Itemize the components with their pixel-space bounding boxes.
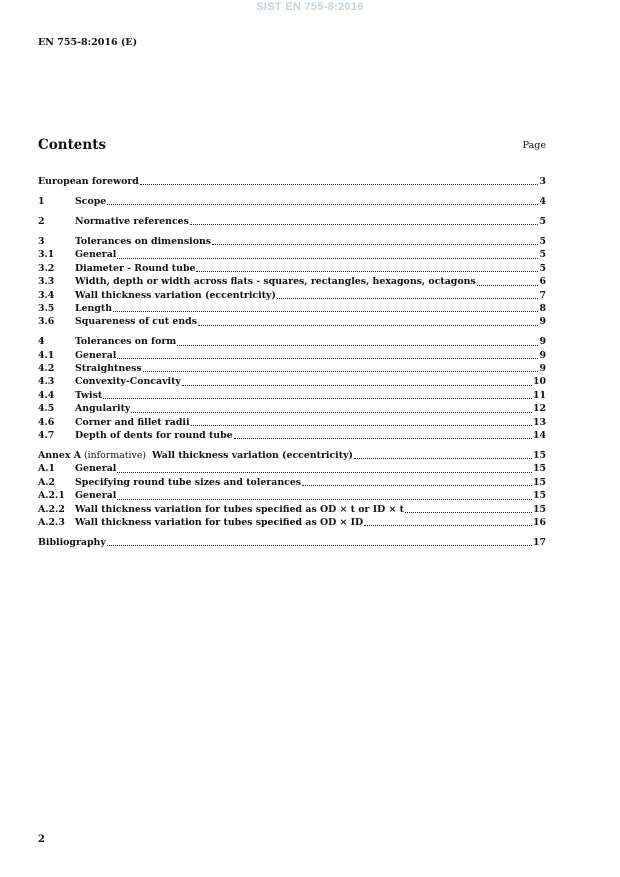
dot-leader bbox=[143, 371, 539, 372]
toc-entry-number: 3.5 bbox=[38, 302, 55, 314]
annex-title: Wall thickness variation (eccentricity) bbox=[152, 450, 353, 461]
toc-entry-page: 5 bbox=[539, 249, 546, 261]
toc-entry-number: 4.4 bbox=[38, 389, 55, 401]
dot-leader bbox=[182, 385, 532, 386]
bibliography-title: Bibliography bbox=[38, 536, 106, 548]
toc-entry-page: 15 bbox=[532, 476, 546, 488]
toc-entry[interactable] bbox=[38, 462, 546, 475]
toc-entry-number: A.2 bbox=[38, 476, 56, 488]
toc-entry[interactable] bbox=[38, 349, 546, 362]
dot-leader bbox=[405, 512, 532, 513]
toc-entry-title: Wall thickness variation for tubes specified as OD × t or ID × t bbox=[75, 503, 404, 515]
toc-entry-page: 13 bbox=[532, 416, 546, 428]
toc-annex-entries bbox=[38, 462, 546, 529]
annex-heading bbox=[38, 449, 146, 462]
toc-entry-page: 3 bbox=[539, 176, 546, 187]
dot-leader bbox=[177, 345, 538, 346]
toc-entry-number: A.2.3 bbox=[38, 516, 65, 528]
dot-leader bbox=[117, 499, 532, 500]
dot-leader bbox=[140, 184, 539, 185]
document-id: EN 755-8:2016 (E) bbox=[38, 37, 138, 48]
toc-entry-page: 15 bbox=[532, 503, 546, 515]
table-of-contents bbox=[38, 175, 546, 549]
page-number: 2 bbox=[38, 834, 45, 845]
dot-leader bbox=[107, 204, 538, 205]
toc-entry[interactable] bbox=[38, 289, 546, 302]
toc-entry[interactable] bbox=[38, 476, 546, 489]
toc-entry-page: 9 bbox=[539, 316, 546, 328]
toc-entry-number: 3.1 bbox=[38, 249, 55, 261]
toc-entry-title: Depth of dents for round tube bbox=[75, 430, 233, 442]
toc-entry-number: 3.3 bbox=[38, 276, 55, 288]
toc-entry-title: Squareness of cut ends bbox=[75, 316, 198, 328]
toc-entry-title: Specifying round tube sizes and tolerances bbox=[75, 476, 302, 488]
toc-entry[interactable] bbox=[38, 429, 546, 442]
toc-entry-number: 1 bbox=[38, 195, 45, 207]
toc-entry-title: Normative references bbox=[75, 215, 189, 227]
toc-entry-number: 4.6 bbox=[38, 416, 55, 428]
dot-leader bbox=[107, 545, 532, 546]
toc-entry-page: 12 bbox=[532, 403, 546, 415]
toc-entry[interactable] bbox=[38, 402, 546, 415]
toc-entry[interactable] bbox=[38, 416, 546, 429]
toc-bibliography-entry[interactable] bbox=[38, 536, 546, 549]
toc-entry-page: 15 bbox=[532, 463, 546, 475]
toc-entry[interactable] bbox=[38, 195, 546, 208]
dot-leader bbox=[302, 485, 532, 486]
toc-entry[interactable] bbox=[38, 503, 546, 516]
toc-entry[interactable] bbox=[38, 516, 546, 529]
annex-page: 15 bbox=[532, 450, 546, 461]
dot-leader bbox=[364, 525, 532, 526]
toc-entry[interactable] bbox=[38, 315, 546, 328]
toc-entry-title: Tolerances on form bbox=[75, 336, 177, 348]
dot-leader bbox=[190, 224, 539, 225]
toc-entry-number: 4.1 bbox=[38, 349, 55, 361]
toc-entry[interactable] bbox=[38, 235, 546, 248]
toc-entry[interactable] bbox=[38, 248, 546, 261]
toc-entry[interactable] bbox=[38, 302, 546, 315]
toc-entry-title: Twist bbox=[75, 389, 103, 401]
toc-entry-page: 5 bbox=[539, 262, 546, 274]
toc-entry-number: 3 bbox=[38, 235, 45, 247]
toc-entry-title: Scope bbox=[75, 195, 107, 207]
toc-entry-title: Tolerances on dimensions bbox=[75, 235, 212, 247]
toc-entry-number: 4 bbox=[38, 336, 45, 348]
toc-entry-title: General bbox=[75, 490, 117, 502]
dot-leader bbox=[113, 311, 538, 312]
toc-entry-title: Wall thickness variation for tubes specified as OD × ID bbox=[75, 516, 364, 528]
toc-entry-page: 9 bbox=[539, 349, 546, 361]
toc-entry[interactable] bbox=[38, 275, 546, 288]
toc-entry-number: A.2.2 bbox=[38, 503, 65, 515]
toc-entry-number: A.2.1 bbox=[38, 490, 65, 502]
dot-leader bbox=[198, 325, 538, 326]
contents-title: Contents bbox=[38, 137, 107, 153]
toc-main-entries bbox=[38, 175, 546, 442]
toc-entry-title: Width, depth or width across flats - squares, rectangles, hexagons, octagons bbox=[75, 276, 476, 288]
toc-entry-number: 4.2 bbox=[38, 363, 55, 375]
toc-entry[interactable] bbox=[38, 389, 546, 402]
toc-entry-number: A.1 bbox=[38, 463, 56, 475]
toc-entry-number: 3.2 bbox=[38, 262, 55, 274]
toc-entry-number: 4.7 bbox=[38, 430, 55, 442]
dot-leader bbox=[234, 438, 532, 439]
toc-entry-title: European foreword bbox=[38, 176, 139, 187]
toc-entry-page: 8 bbox=[539, 302, 546, 314]
toc-entry[interactable] bbox=[38, 215, 546, 228]
toc-entry-number: 3.4 bbox=[38, 289, 55, 301]
toc-entry-number: 4.3 bbox=[38, 376, 55, 388]
toc-entry-page: 14 bbox=[532, 430, 546, 442]
toc-entry-page: 9 bbox=[539, 336, 546, 348]
toc-entry[interactable] bbox=[38, 375, 546, 388]
toc-entry-title: Corner and fillet radii bbox=[75, 416, 190, 428]
toc-entry-title: Angularity bbox=[75, 403, 131, 415]
toc-annex-entry[interactable] bbox=[38, 449, 546, 462]
toc-entry-page: 4 bbox=[539, 195, 546, 207]
toc-entry-title: Length bbox=[75, 302, 113, 314]
toc-entry-page: 7 bbox=[539, 289, 546, 301]
toc-entry-title: Convexity-Concavity bbox=[75, 376, 181, 388]
toc-entry-title: General bbox=[75, 463, 117, 475]
toc-entry-page: 6 bbox=[539, 276, 546, 288]
dot-leader bbox=[103, 398, 532, 399]
toc-entry-number: 3.6 bbox=[38, 316, 55, 328]
toc-entry-title: General bbox=[75, 249, 117, 261]
dot-leader bbox=[277, 298, 539, 299]
toc-entry-number: 4.5 bbox=[38, 403, 55, 415]
dot-leader bbox=[117, 358, 538, 359]
dot-leader bbox=[354, 458, 532, 459]
dot-leader bbox=[131, 412, 532, 413]
toc-entry-title: Diameter - Round tube bbox=[75, 262, 196, 274]
watermark: SIST EN 755-8:2016 bbox=[256, 1, 364, 13]
toc-entry-page: 5 bbox=[539, 235, 546, 247]
toc-entry-page: 15 bbox=[532, 490, 546, 502]
dot-leader bbox=[212, 244, 538, 245]
dot-leader bbox=[117, 472, 532, 473]
toc-entry-title: General bbox=[75, 349, 117, 361]
toc-entry[interactable] bbox=[38, 175, 546, 188]
toc-entry[interactable] bbox=[38, 262, 546, 275]
annex-qualifier: (informative) bbox=[83, 450, 147, 461]
toc-entry-page: 10 bbox=[532, 376, 546, 388]
dot-leader bbox=[196, 271, 538, 272]
toc-entry[interactable] bbox=[38, 489, 546, 502]
bibliography-page: 17 bbox=[532, 536, 546, 548]
toc-entry-page: 9 bbox=[539, 363, 546, 375]
toc-entry-page: 16 bbox=[532, 516, 546, 528]
toc-entry-title: Wall thickness variation (eccentricity) bbox=[75, 289, 276, 301]
toc-entry-number: 2 bbox=[38, 215, 45, 227]
toc-entry-title: Straightness bbox=[75, 363, 142, 375]
toc-entry[interactable] bbox=[38, 335, 546, 348]
toc-entry-page: 11 bbox=[532, 389, 546, 401]
toc-entry[interactable] bbox=[38, 362, 546, 375]
toc-entry-page: 5 bbox=[539, 215, 546, 227]
dot-leader bbox=[191, 425, 532, 426]
annex-label: Annex A bbox=[38, 450, 81, 461]
page-column-label: Page bbox=[522, 140, 546, 151]
dot-leader bbox=[477, 285, 539, 286]
dot-leader bbox=[117, 258, 538, 259]
